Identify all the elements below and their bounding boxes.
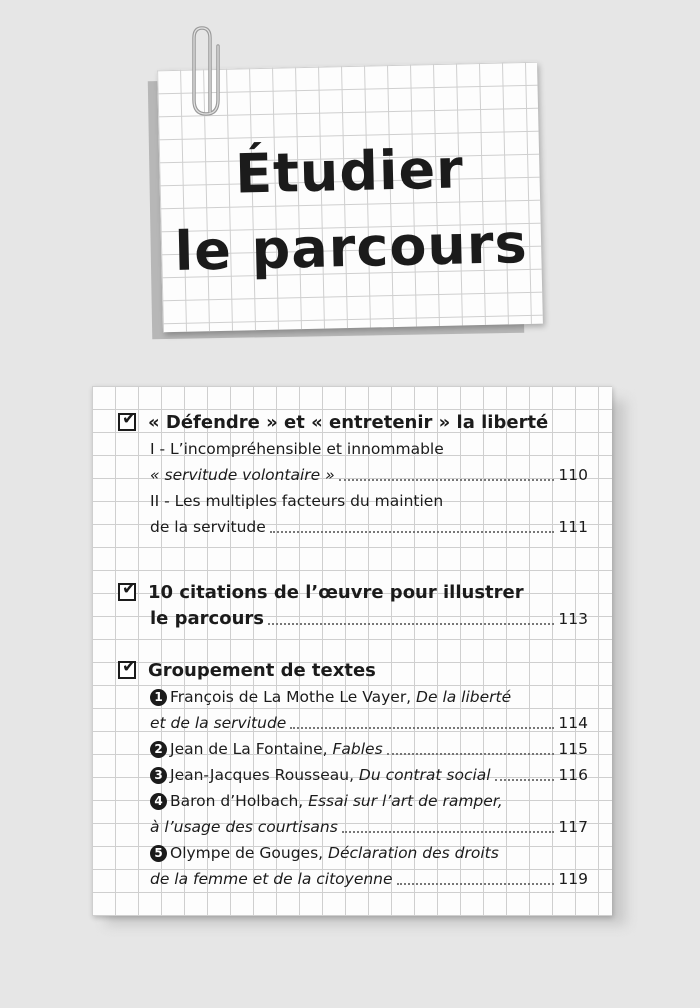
dot-leader [342, 830, 555, 833]
toc-entry [118, 606, 588, 632]
number-badge-icon: 2 [150, 741, 167, 758]
author-name: Jean-Jacques Rousseau, [170, 766, 359, 784]
toc-entry[interactable] [118, 462, 588, 488]
work-title: Déclaration des droits [328, 844, 499, 862]
toc-entry-text [150, 684, 511, 710]
toc-line [118, 436, 588, 462]
work-title: de la femme et de la citoyenne [150, 870, 393, 888]
toc-entry-text [150, 762, 491, 788]
dot-leader [397, 882, 555, 885]
author-name: François de La Mothe Le Vayer, [170, 688, 417, 706]
section-title [118, 410, 588, 436]
toc-entry[interactable] [118, 736, 588, 762]
toc-line[interactable] [118, 788, 588, 814]
page-number: 117 [558, 818, 588, 836]
page-number: 114 [558, 714, 588, 732]
section-title-text: le parcours [150, 608, 264, 629]
number-badge-icon: 1 [150, 689, 167, 706]
section-title-text: 10 citations de l’œuvre pour illustrer [148, 582, 524, 603]
work-title: et de la servitude [150, 714, 287, 732]
toc-entry-text [150, 788, 503, 814]
author-name: Jean de La Fontaine, [170, 740, 333, 758]
toc-section-citations[interactable] [118, 580, 588, 632]
page-title [159, 130, 542, 291]
checkbox-icon [118, 409, 137, 431]
dot-leader [290, 726, 554, 729]
toc-section-liberte [118, 410, 588, 540]
section-title [118, 658, 588, 684]
toc-entry[interactable] [118, 514, 588, 540]
work-title: Du contrat social [358, 766, 491, 784]
toc-entry[interactable] [118, 710, 588, 736]
page-number: 116 [558, 766, 588, 784]
dot-leader [387, 752, 555, 755]
toc-entry[interactable] [118, 866, 588, 892]
toc-entry[interactable] [118, 762, 588, 788]
toc-entry-text [150, 840, 499, 866]
paperclip-icon [188, 22, 228, 122]
toc-line[interactable] [118, 684, 588, 710]
title-line-1: Étudier [234, 137, 465, 206]
section-title-text: « Défendre » et « entretenir » la liberté [148, 412, 549, 433]
toc-entry-text [150, 736, 383, 762]
page-number: 113 [558, 610, 588, 628]
toc-section-groupement [118, 658, 588, 892]
checkmark-icon: ✔ [122, 409, 137, 429]
work-title: De la liberté [416, 688, 512, 706]
checkmark-icon: ✔ [122, 657, 137, 677]
author-name: Baron d’Holbach, [170, 792, 309, 810]
checkmark-icon: ✔ [122, 579, 137, 599]
checkbox-icon [118, 657, 137, 679]
dot-leader [270, 530, 555, 533]
dot-leader [339, 478, 555, 481]
toc-entry[interactable] [118, 814, 588, 840]
number-badge-icon: 5 [150, 845, 167, 862]
author-name: Olympe de Gouges, [170, 844, 329, 862]
title-line-2: le parcours [173, 211, 529, 283]
page-number: 115 [558, 740, 588, 758]
contents-sheet [92, 386, 612, 916]
dot-leader [268, 622, 554, 625]
toc-entry-text: de la servitude [150, 518, 266, 536]
toc-line [118, 488, 588, 514]
number-badge-icon: 4 [150, 793, 167, 810]
section-title [118, 580, 588, 606]
page-number: 110 [558, 466, 588, 484]
page-number: 119 [558, 870, 588, 888]
work-title: Fables [332, 740, 383, 758]
toc-entry-text: II - Les multiples facteurs du maintien [150, 492, 444, 510]
work-title: Essai sur l’art de ramper, [308, 792, 503, 810]
section-title-text: Groupement de textes [148, 660, 376, 681]
toc-entry-text: I - L’incompréhensible et innommable [150, 440, 444, 458]
page-number: 111 [558, 518, 588, 536]
number-badge-icon: 3 [150, 767, 167, 784]
checkbox-icon [118, 579, 137, 601]
work-title: à l’usage des courtisans [150, 818, 338, 836]
toc-entry-text: « servitude volontaire » [150, 466, 335, 484]
toc-line[interactable] [118, 840, 588, 866]
dot-leader [495, 778, 555, 781]
